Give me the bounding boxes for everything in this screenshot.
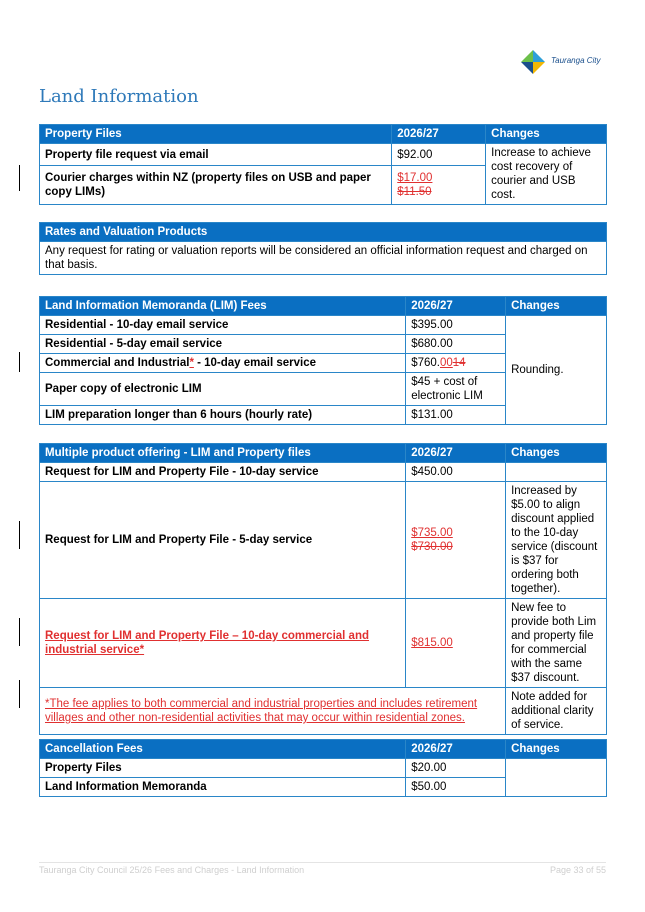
table-row	[40, 463, 607, 482]
table-header-row	[40, 223, 607, 242]
page-title: Land Information	[39, 86, 199, 107]
fee-value	[406, 482, 506, 599]
table-row	[40, 316, 607, 335]
table-row	[40, 482, 607, 599]
fee-value	[392, 166, 486, 205]
change-bar	[19, 165, 20, 191]
table-row	[40, 599, 607, 688]
table-header-row	[40, 297, 607, 316]
footer-left: Tauranga City Council 25/26 Fees and Charges - Land Information	[39, 865, 305, 875]
new-fee-value: $735.00	[411, 527, 453, 539]
fee-label: Residential - 5-day email service	[40, 335, 406, 354]
fee-value: $92.00	[392, 144, 486, 166]
table-row	[40, 688, 607, 735]
fee-label-star: *	[189, 357, 194, 369]
fee-label: Request for LIM and Property File - 10-day service	[40, 463, 406, 482]
fee-label: Courier charges within NZ (property files on USB and paper copy LIMs)	[40, 166, 392, 205]
fee-label-part: - 10-day email service	[193, 357, 317, 369]
property-files-table	[39, 124, 607, 205]
column-header: 2026/27	[406, 740, 506, 759]
old-fee-value: 14	[452, 357, 466, 369]
rates-table	[39, 222, 607, 275]
rates-text: Any request for rating or valuation reports will be considered an official information request and charged on that basis.	[40, 242, 607, 275]
fee-value: $450.00	[406, 463, 506, 482]
fee-label: Request for LIM and Property File – 10-day commercial and industrial service*	[40, 599, 406, 688]
council-logo	[519, 48, 609, 76]
change-bar	[19, 680, 20, 708]
change-note: Increase to achieve cost recovery of courier and USB cost.	[486, 144, 607, 205]
change-note	[506, 463, 607, 482]
old-fee-value: $730.00	[411, 541, 453, 553]
change-note: Note added for additional clarity of service.	[506, 688, 607, 735]
change-bar	[19, 352, 20, 372]
fee-value: $50.00	[406, 778, 506, 797]
table-header-row	[40, 740, 607, 759]
fee-label: Land Information Memoranda	[40, 778, 406, 797]
column-header: Changes	[506, 444, 607, 463]
fee-value: $815.00	[406, 599, 506, 688]
change-bar	[19, 618, 20, 646]
table-row	[40, 759, 607, 778]
fee-value: $131.00	[406, 406, 506, 425]
column-header: 2026/27	[392, 125, 486, 144]
column-header: Property Files	[40, 125, 392, 144]
column-header: Changes	[506, 297, 607, 316]
fee-value: $45 + cost of electronic LIM	[406, 373, 506, 406]
change-note: Increased by $5.00 to align discount applied to the 10-day service (discount is $37 for ordering both together).	[506, 482, 607, 599]
column-header: Cancellation Fees	[40, 740, 406, 759]
table-row	[40, 144, 607, 166]
cancellation-fees-table	[39, 739, 607, 797]
logo-text: Tauranga City	[551, 56, 601, 65]
footnote: *The fee applies to both commercial and industrial properties and includes retirement villages and other non-residential activities that may occur within residential zones.	[40, 688, 506, 735]
fee-value-part: $760.	[411, 357, 440, 369]
change-note	[506, 759, 607, 797]
table-header-row	[40, 444, 607, 463]
column-header: Rates and Valuation Products	[40, 223, 607, 242]
logo-mark-icon	[519, 48, 549, 76]
table-row	[40, 242, 607, 275]
old-fee-value: $11.50	[397, 186, 432, 199]
column-header: Changes	[506, 740, 607, 759]
fee-label: Paper copy of electronic LIM	[40, 373, 406, 406]
change-note: Rounding.	[506, 316, 607, 425]
fee-label: Residential - 10-day email service	[40, 316, 406, 335]
fee-label	[40, 354, 406, 373]
column-header: Changes	[486, 125, 607, 144]
fee-label: Property file request via email	[40, 144, 392, 166]
new-fee-value: 00	[439, 357, 453, 369]
table-header-row	[40, 125, 607, 144]
column-header: Multiple product offering - LIM and Property files	[40, 444, 406, 463]
fee-label: Request for LIM and Property File - 5-day service	[40, 482, 406, 599]
fee-value: $680.00	[406, 335, 506, 354]
change-bar	[19, 521, 20, 549]
fee-label: Property Files	[40, 759, 406, 778]
column-header: 2026/27	[406, 297, 506, 316]
page-number: Page 33 of 55	[549, 865, 606, 875]
page-footer	[39, 862, 606, 875]
fee-label-part: Commercial and Industrial	[45, 357, 190, 369]
fee-value	[406, 354, 506, 373]
multiple-product-table	[39, 443, 607, 735]
change-note: New fee to provide both Lim and property file for commercial with the same $37 discount.	[506, 599, 607, 688]
column-header: 2026/27	[406, 444, 506, 463]
fee-value: $395.00	[406, 316, 506, 335]
lim-fees-table	[39, 296, 607, 425]
column-header: Land Information Memoranda (LIM) Fees	[40, 297, 406, 316]
new-fee-value: $17.00	[397, 172, 433, 185]
fee-value: $20.00	[406, 759, 506, 778]
fee-label: LIM preparation longer than 6 hours (hourly rate)	[40, 406, 406, 425]
